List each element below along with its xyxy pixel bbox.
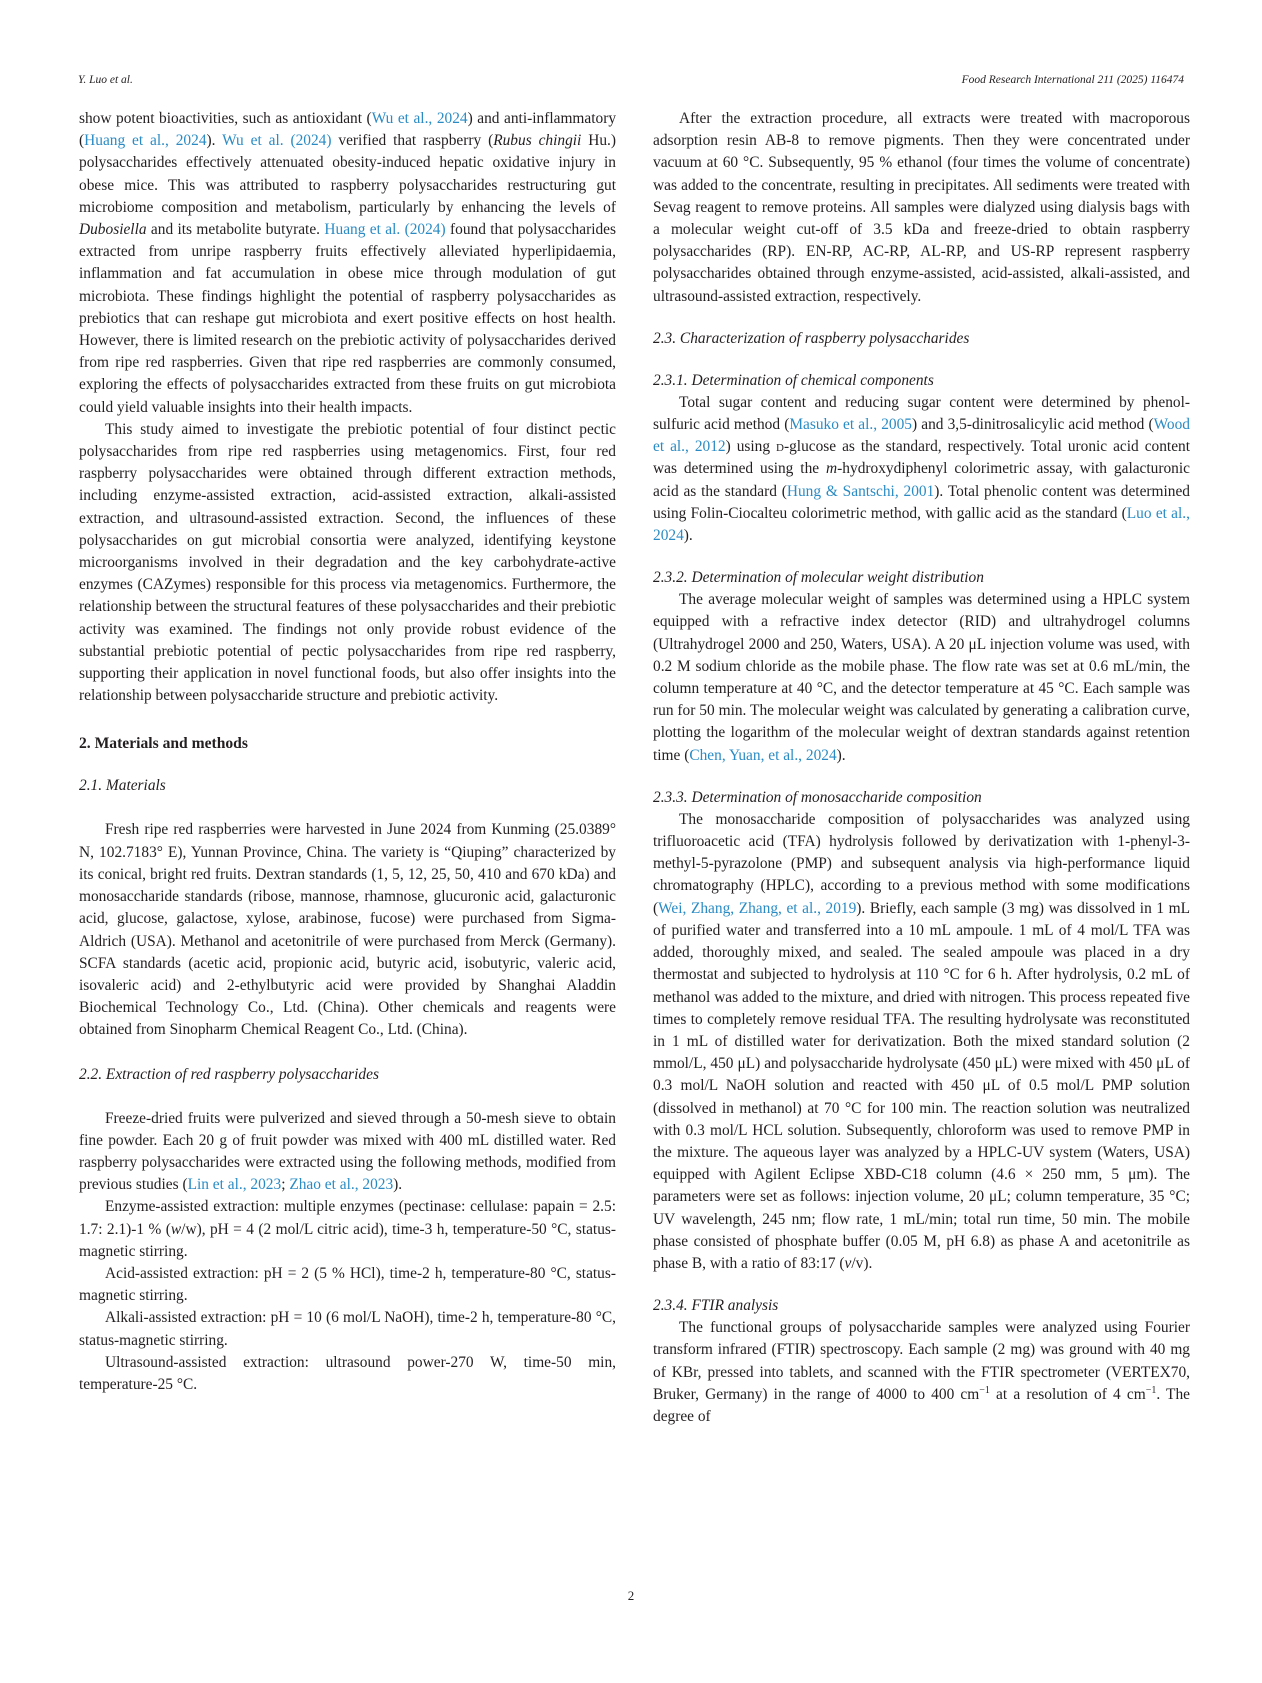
citation-link[interactable]: Huang et al. (2024) xyxy=(324,221,446,239)
left-column xyxy=(79,108,616,1396)
running-head xyxy=(78,74,1184,90)
post-extraction-paragraph: After the extraction procedure, all extracts were treated with macroporous adsorption resin AB-8 to remove pigments. Then they were concentrated under vacuum at 60 °C. Subsequently, 95 % ethanol (four times the volume of concentrate) was added to the concentrate, resulting in precipitates. All sediments were treated with Sevag reagent to remove proteins. All samples were dialyzed using dialysis bags with a molecular weight cut-off of 3.5 kDa and freeze-dried to obtain raspberry polysaccharides (RP). EN-RP, AC-RP, AL-RP, and US-RP represent raspberry polysaccharides obtained through enzyme-assisted, acid-assisted, alkali-assisted, and ultrasound-assisted extraction, respectively. xyxy=(653,110,1190,305)
citation-link[interactable]: Chen, Yuan, et al., 2024 xyxy=(689,746,837,764)
molecular-weight-paragraph: The average molecular weight of samples was determined using a HPLC system equipped with a refractive index detector (RID) and ultrahydrogel columns (Ultrahydrogel 2000 and 250, Waters, USA). A 20 μL injection volume was used, with 0.2 M sodium chloride as the mobile phase. The flow rate was set at 0.6 mL/min, the column temperature at 40 °C, and the detector temperature at 45 °C. Each sample was run for 50 min. The molecular weight was calculated by generating a calibration curve, plotting the logarithm of the molecular weight of dextran standards against retention time (Chen, Yuan, et al., 2024). xyxy=(653,591,1190,764)
intro-paragraph-1: show potent bioactivities, such as antioxidant (Wu et al., 2024) and anti-inflammatory (Huang et al., 2024). Wu et al. (2024) verified that raspberry (Rubus chingii Hu.) polysaccharides effectively attenuated obesity-induced hepatic oxidative injury in obese mice. This was attributed to raspberry polysaccharides restructuring gut microbiome composition and metabolism, particularly by enhancing the levels of Dubosiella and its metabolite butyrate. Huang et al. (2024) found that polysaccharides extracted from unripe raspberry fruits effectively alleviated hyperlipidaemia, inflammation and fat accumulation in obese mice through modulation of gut microbiota. These findings highlight the potential of raspberry polysaccharides as prebiotics that can reshape gut microbiota and exert positive effects on host health. However, there is limited research on the prebiotic activity of polysaccharides derived from ripe red raspberries. Given that ripe red raspberries are commonly consumed, exploring the effects of polysaccharides extracted from these fruits on gut microbiota could yield valuable insights into their health impacts. xyxy=(79,110,617,416)
running-head-journal: Food Research International 211 (2025) 116474 xyxy=(961,74,1184,86)
acid-extraction-paragraph: Acid-assisted extraction: pH = 2 (5 % HCl), time-2 h, temperature-80 °C, status-magnetic stirring. xyxy=(79,1264,616,1305)
citation-link[interactable]: Wood et al., 2012 xyxy=(653,416,1190,456)
citation-link[interactable]: Lin et al., 2023 xyxy=(187,1176,282,1194)
citation-link[interactable]: Zhao et al., 2023 xyxy=(289,1176,394,1194)
subsubsection-heading-ftir: 2.3.4. FTIR analysis xyxy=(653,1297,779,1315)
section-heading-materials-methods: 2. Materials and methods xyxy=(79,735,248,753)
subsubsection-heading-monosaccharide: 2.3.3. Determination of monosaccharide composition xyxy=(653,788,982,806)
citation-link[interactable]: Huang et al., 2024 xyxy=(84,132,207,150)
chemical-components-paragraph: Total sugar content and reducing sugar content were determined by phenol-sulfuric acid method (Masuko et al., 2005) and 3,5-dinitrosalicylic acid method (Wood et al., 2012) using d-glucose as the standard, respectively. Total uronic acid content was determined using the m-hydroxydiphenyl colorimetric assay, with galacturonic acid as the standard (Hung & Santschi, 2001). Total phenolic content was determined using Folin-Ciocalteu colorimetric method, with gallic acid as the standard (Luo et al., 2024). xyxy=(653,393,1191,545)
citation-link[interactable]: Luo et al., 2024 xyxy=(653,504,1190,545)
subsection-heading-materials: 2.1. Materials xyxy=(79,777,166,795)
subsubsection-heading-chemical-components: 2.3.1. Determination of chemical components xyxy=(653,371,934,389)
citation-link[interactable]: Hung & Santschi, 2001 xyxy=(786,482,935,500)
ultrasound-extraction-paragraph: Ultrasound-assisted extraction: ultrasound power-270 W, time-50 min, temperature-25 °C. xyxy=(79,1353,616,1393)
ftir-paragraph: The functional groups of polysaccharide samples were analyzed using Fourier transform infrared (FTIR) spectroscopy. Each sample (2 mg) was ground with 40 mg of KBr, pressed into tablets, and scanned with the FTIR spectrometer (VERTEX70, Bruker, Germany) in the range of 4000 to 400 $cm^{-1}$ at a resolution of 4 $cm^{-1}$. The degree of xyxy=(653,1319,1190,1425)
citation-link[interactable]: Masuko et al., 2005 xyxy=(789,416,912,434)
subsection-heading-extraction: 2.2. Extraction of red raspberry polysaccharides xyxy=(79,1065,379,1083)
enzyme-extraction-paragraph: Enzyme-assisted extraction: multiple enzymes (pectinase: cellulase: papain = 2.5: 1.7: 2.1)-1 % (w/w), pH = 4 (2 mol/L citric acid), time-3 h, temperature-50 °C, status-magnetic stirring. xyxy=(79,1198,617,1260)
page-number: 2 xyxy=(627,1588,635,1603)
extraction-paragraph: Freeze-dried fruits were pulverized and sieved through a 50-mesh sieve to obtain fine powder. Each 20 g of fruit powder was mixed with 400 mL distilled water. Red raspberry polysaccharides were extracted using the following methods, modified from previous studies (Lin et al., 2023; Zhao et al., 2023). xyxy=(79,1109,616,1194)
subsection-heading-characterization: 2.3. Characterization of raspberry polysaccharides xyxy=(653,329,970,347)
running-head-authors: Y. Luo et al. xyxy=(78,74,133,86)
citation-link[interactable]: Wu et al. (2024) xyxy=(222,132,332,150)
alkali-extraction-paragraph: Alkali-assisted extraction: pH = 10 (6 mol/L NaOH), time-2 h, temperature-80 °C, status-magnetic stirring. xyxy=(79,1309,616,1349)
materials-paragraph: Fresh ripe red raspberries were harvested in June 2024 from Kunming (25.0389° N, 102.7183° E), Yunnan Province, China. The variety is “Qiuping” characterized by its conical, bright red fruits. Dextran standards (1, 5, 12, 25, 50, 410 and 670 kDa) and monosaccharide standards (ribose, mannose, rhamnose, glucuronic acid, galacturonic acid, glucose, galactose, xylose, arabinose, fucose) were purchased from Sigma-Aldrich (USA). Methanol and acetonitrile of were purchased from Merck (Germany). SCFA standards (acetic acid, propionic acid, butyric acid, isobutyric, valeric acid, isovaleric acid) and 2-ethylbutyric acid were provided by Shanghai Aladdin Biochemical Technology Co., Ltd. (China). Other chemicals and reagents were obtained from Sinopharm Chemical Reagent Co., Ltd. (China). xyxy=(79,821,616,1039)
citation-link[interactable]: Wu et al., 2024 xyxy=(371,110,468,127)
subsubsection-heading-molecular-weight: 2.3.2. Determination of molecular weight distribution xyxy=(653,569,984,587)
right-column xyxy=(653,108,1190,1428)
intro-paragraph-2: This study aimed to investigate the prebiotic potential of four distinct pectic polysaccharides from ripe red raspberries using metagenomics. First, four red raspberry polysaccharides were obtained through different extraction methods, including enzyme-assisted extraction, acid-assisted extraction, alkali-assisted extraction, and ultrasound-assisted extraction. Second, the influences of these polysaccharides on gut microbial consortia were analyzed, identifying keystone microorganisms involved in their degradation and the key carbohydrate-active enzymes (CAZymes) responsible for this process via metagenomics. Furthermore, the relationship between the structural features of these polysaccharides and their prebiotic activity was examined. The findings not only provide robust evidence of the substantial prebiotic potential of pectic polysaccharides from ripe red raspberry, supporting their application in novel functional foods, but also offer insights into the relationship between polysaccharide structure and prebiotic activity. xyxy=(79,420,616,705)
monosaccharide-paragraph: The monosaccharide composition of polysaccharides was analyzed using trifluoroacetic acid (TFA) hydrolysis followed by derivatization with 1-phenyl-3-methyl-5-pyrazolone (PMP) and subsequent analysis via high-performance liquid chromatography (HPLC), according to a previous method with some modifications (Wei, Zhang, Zhang, et al., 2019). Briefly, each sample (3 mg) was dissolved in 1 mL of purified water and transferred into a 10 mL ampoule. 1 mL of 4 mol/L TFA was added, thoroughly mixed, and sealed. The sealed ampoule was placed in a dry thermostat and subjected to hydrolysis at 110 °C for 6 h. After hydrolysis, 0.2 mL of methanol was added to the mixture, and dried with nitrogen. This process repeated five times to completely remove residual TFA. The resulting hydrolysate was reconstituted in 1 mL of distilled water for derivatization. Both the mixed standard solution (2 mmol/L, 450 μL) and polysaccharide hydrolysate (450 μL) were mixed with 450 μL of 0.3 mol/L NaOH solution and reacted with 450 μL of 0.5 mol/L PMP solution (dissolved in methanol) at 70 °C for 100 min. The reaction solution was neutralized with 0.3 mol/L HCL solution. Subsequently, chloroform was used to remove PMP in the mixture. The aqueous layer was analyzed by a HPLC-UV system (Waters, USA) equipped with Agilent Eclipse XBD-C18 column (4.6 × 250 mm, 5 μm). The parameters were set as follows: injection volume, 20 μL; column temperature, 35 °C; UV wavelength, 245 nm; flow rate, 1 mL/min; total run time, 50 min. The mobile phase consisted of phosphate buffer (0.05 M, pH 6.8) as phase A and acetonitrile as phase B, with a ratio of 83:17 (v/v). xyxy=(653,810,1190,1272)
citation-link[interactable]: Wei, Zhang, Zhang, et al., 2019 xyxy=(658,899,857,917)
